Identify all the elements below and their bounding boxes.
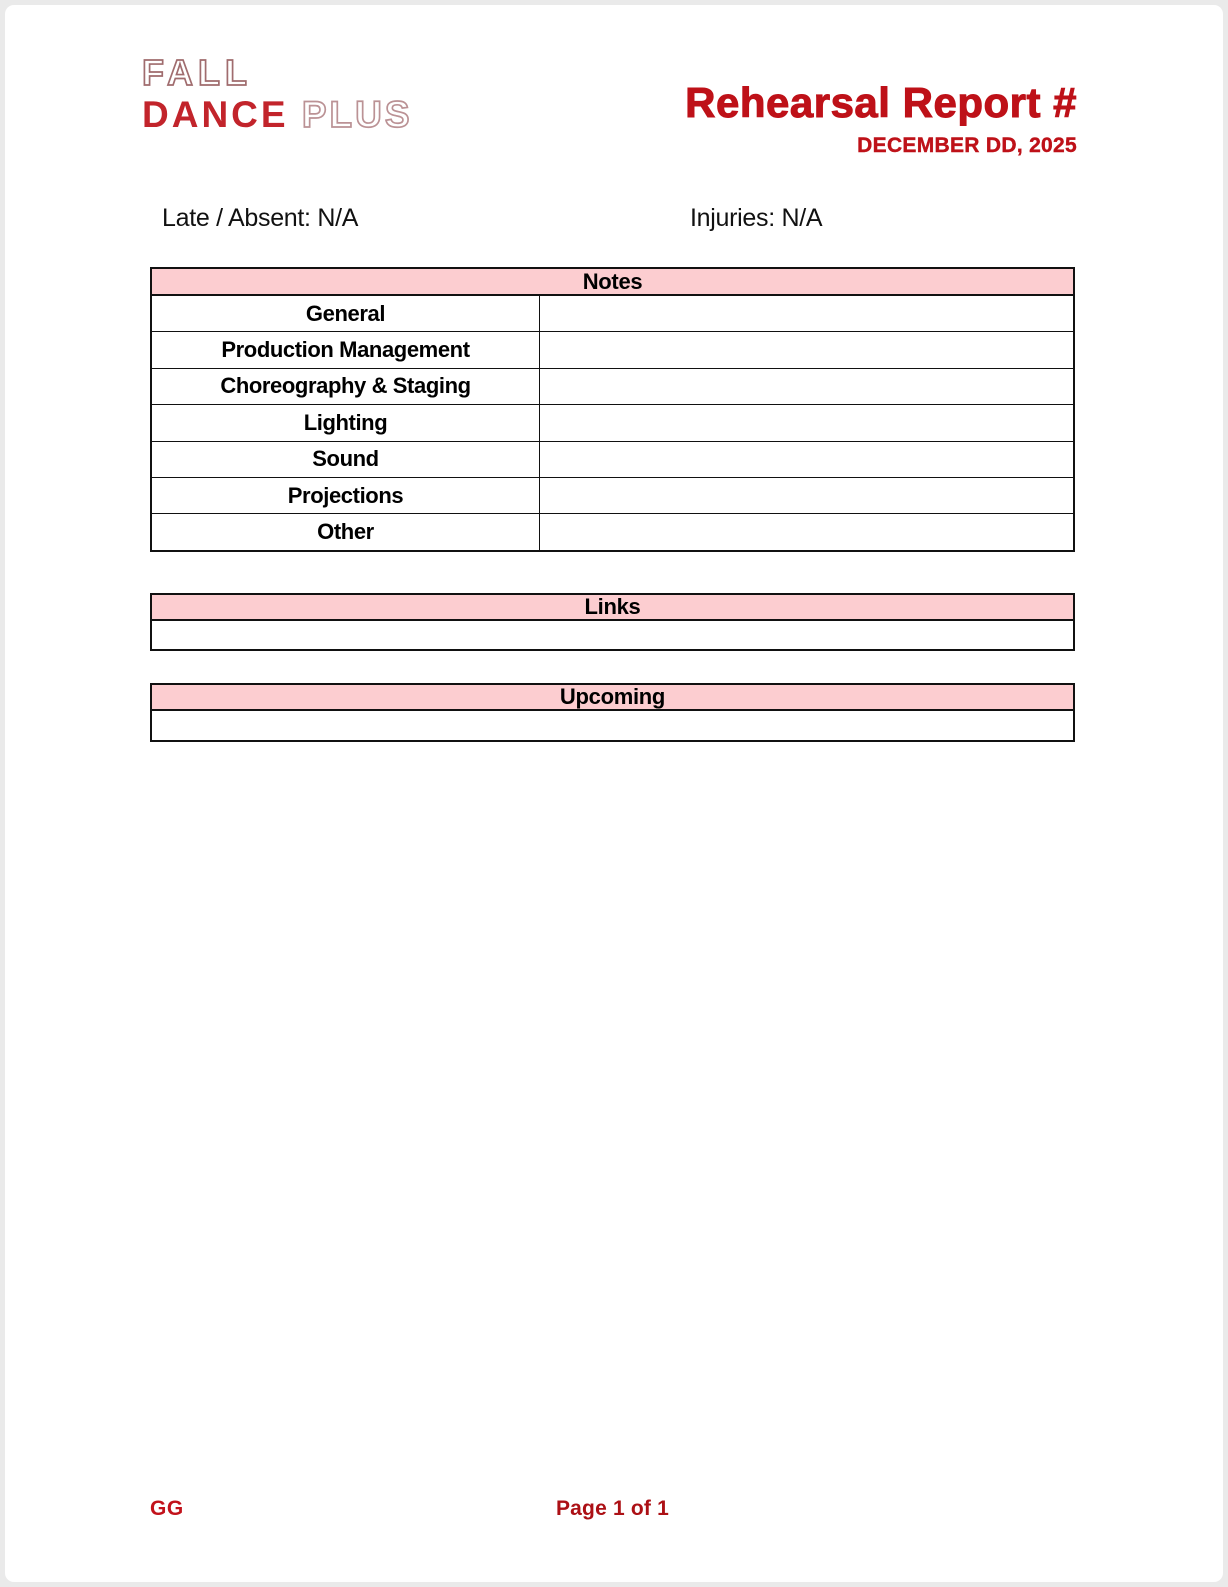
upcoming-value-cell	[152, 711, 1073, 740]
links-table	[150, 593, 1075, 651]
late-absent-label: Late / Absent:	[162, 204, 311, 232]
note-value-cell	[540, 332, 1073, 367]
injuries-field	[690, 204, 822, 233]
footer-initials: GG	[150, 1497, 184, 1520]
notes-table-header: Notes	[152, 269, 1073, 296]
upcoming-table	[150, 683, 1075, 742]
late-absent-value: N/A	[317, 204, 359, 232]
report-header	[685, 79, 1077, 158]
table-row	[152, 332, 1073, 368]
late-absent-field	[162, 204, 358, 233]
injuries-label: Injuries:	[690, 204, 775, 232]
report-title: Rehearsal Report #	[685, 79, 1077, 126]
note-row-label-production-management: Production Management	[152, 332, 540, 367]
links-value-cell	[152, 621, 1073, 649]
injuries-value: N/A	[781, 204, 823, 232]
table-row	[152, 514, 1073, 549]
table-row	[152, 296, 1073, 332]
logo-word-plus: PLUS	[301, 94, 413, 135]
note-row-label-general: General	[152, 296, 540, 331]
logo-word-fall: FALL	[142, 52, 252, 93]
note-value-cell	[540, 478, 1073, 513]
note-value-cell	[540, 442, 1073, 477]
report-date: DECEMBER DD, 2025	[857, 134, 1077, 157]
footer-page-number: Page 1 of 1	[555, 1497, 670, 1520]
note-row-label-other: Other	[152, 514, 540, 549]
logo-line2	[142, 96, 413, 133]
notes-table	[150, 267, 1075, 552]
note-row-label-choreography-staging: Choreography & Staging	[152, 369, 540, 404]
table-row	[152, 478, 1073, 514]
note-row-label-lighting: Lighting	[152, 405, 540, 440]
table-row	[152, 621, 1073, 649]
table-row	[152, 442, 1073, 478]
table-row	[152, 369, 1073, 405]
note-value-cell	[540, 296, 1073, 331]
note-value-cell	[540, 369, 1073, 404]
logo-word-dance: DANCE	[142, 94, 289, 135]
note-value-cell	[540, 405, 1073, 440]
note-row-label-sound: Sound	[152, 442, 540, 477]
links-table-header: Links	[152, 595, 1073, 621]
note-row-label-projections: Projections	[152, 478, 540, 513]
table-row	[152, 711, 1073, 740]
upcoming-table-header: Upcoming	[152, 685, 1073, 711]
document-page	[5, 5, 1223, 1582]
note-value-cell	[540, 514, 1073, 549]
company-logo	[142, 52, 413, 135]
table-row	[152, 405, 1073, 441]
